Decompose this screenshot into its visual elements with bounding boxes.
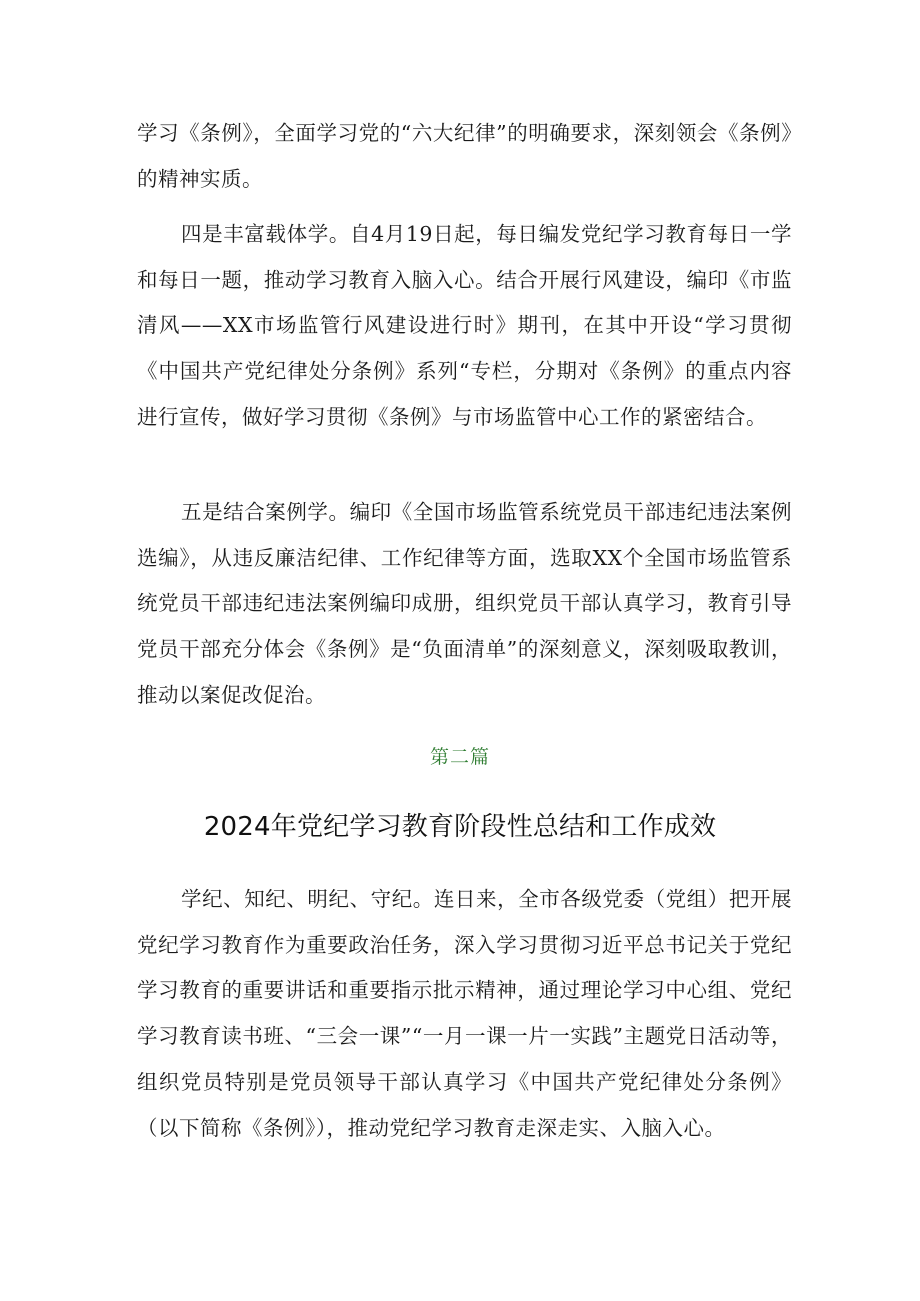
paragraph-continuation: 学习《条例》，全面学习党的“六大纪律”的明确要求，深刻领会《条例》的精神实质。 — [137, 121, 792, 191]
document-title: 2024年党纪学习教育阶段性总结和工作成效 — [203, 812, 717, 842]
paragraph-enrich-carriers: 四是丰富载体学。自4月19日起，每日编发党纪学习教育每日一学和每日一题，推动学习教育入脑入心。结合开展行风建设，编印《市监清风——XX市场监管行风建设进行时》期刊，在其中开设“学习贯彻《中国共产党纪律处分条例》系列“专栏，分期对《条例》的重点内容进行宣传，做好学习贯彻《条例》与市场监管中心工作的紧密结合。 — [137, 222, 792, 429]
paragraph-intro: 学纪、知纪、明纪、守纪。连日来，全市各级党委（党组）把开展党纪学习教育作为重要政治任务，深入学习贯彻习近平总书记关于党纪学习教育的重要讲话和重要指示批示精神，通过理论学习中心组、党纪学习教育读书班、“三会一课”“一月一课一片一实践”主题党日活动等，组织党员特别是党员领导干部认真学习《中国共产党纪律处分条例》（以下简称《条例》），推动党纪学习教育走深走实、入脑入心。 — [137, 887, 792, 1140]
section-label: 第二篇 — [429, 746, 490, 768]
paragraph-case-study: 五是结合案例学。编印《全国市场监管系统党员干部违纪违法案例选编》，从违反廉洁纪律、工作纪律等方面，选取XX个全国市场监管系统党员干部违纪违法案例编印成册，组织党员干部认真学习，教育引导党员干部充分体会《条例》是“负面清单”的深刻意义，深刻吸取教训，推动以案促改促治。 — [137, 500, 792, 707]
